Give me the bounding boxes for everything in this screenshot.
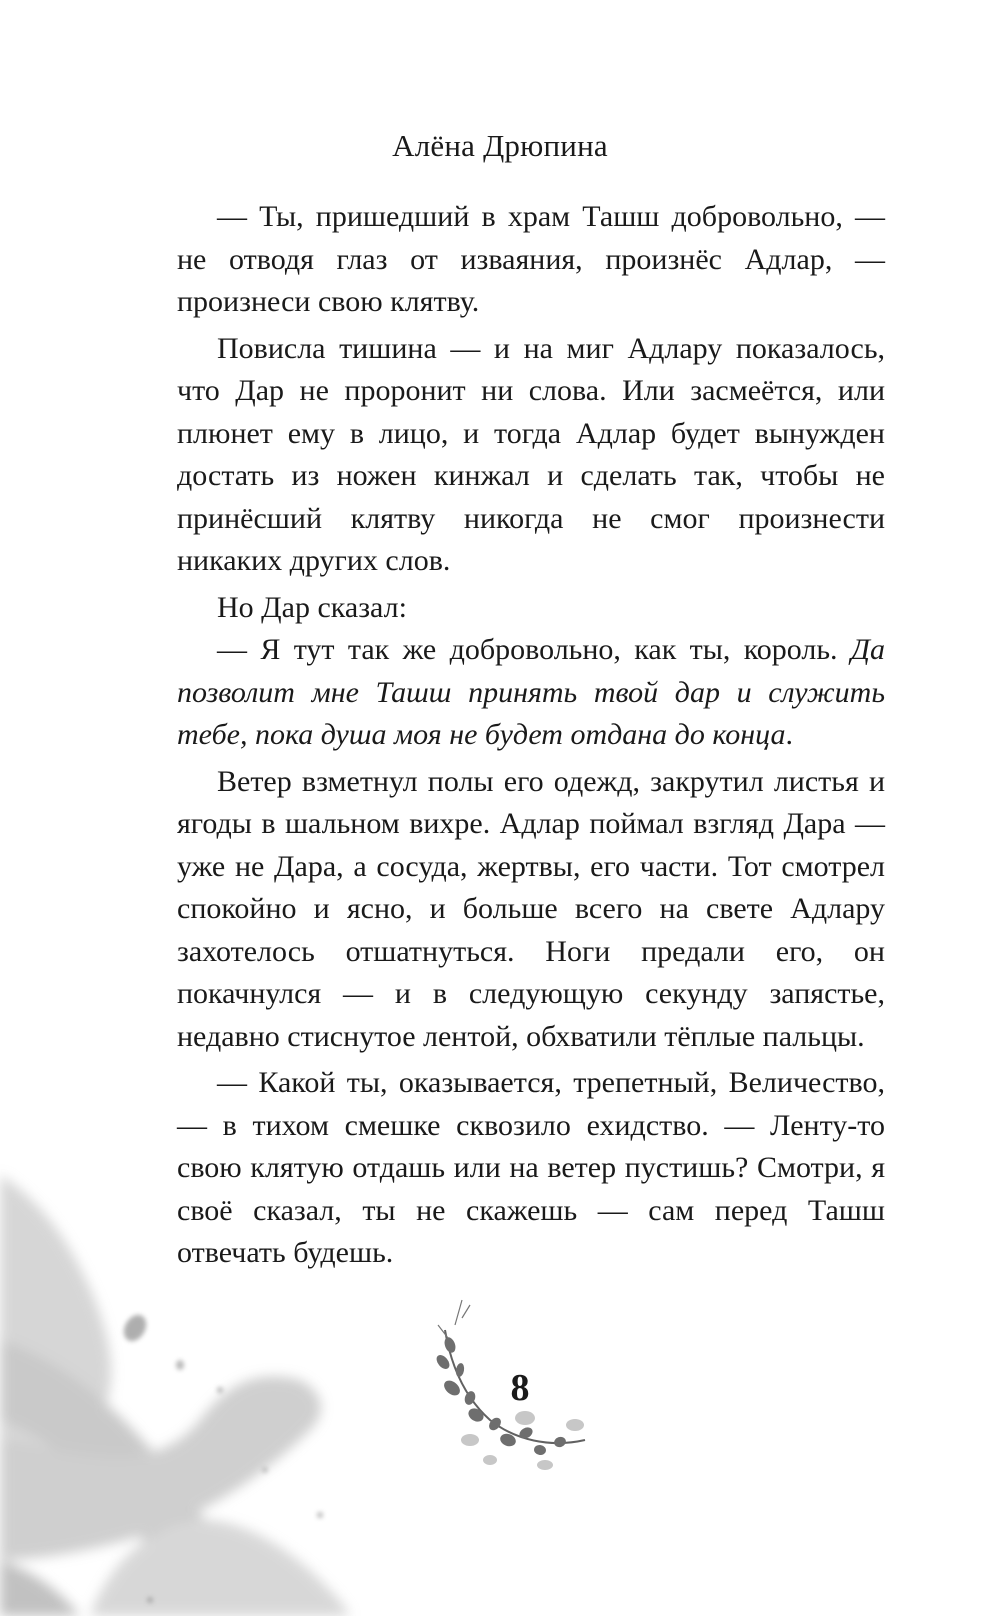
paragraph: — Ты, пришедший в храм Ташш добровольно, — не отводя глаз от изваяния, произнёс Адлар, — произнеси свою клятву. bbox=[177, 200, 885, 318]
sentence-period: . bbox=[785, 718, 793, 751]
running-header-author: Алёна Дрюпина bbox=[392, 128, 608, 163]
paragraph: — Какой ты, оказывается, трепетный, Величество, — в тихом смешке сквозило ехидство. — Ленту-то свою клятую отдашь или на ветер пустишь? Смотри, я своё сказал, ты не скажешь — сам перед Ташш отвечать будешь. bbox=[177, 1066, 885, 1269]
paragraph: Но Дар сказал: bbox=[217, 590, 407, 624]
paragraph: Ветер взметнул полы его одежд, закрутил листья и ягоды в шальном вихре. Адлар поймал взгляд Дара — уже не Дара, а сосуда, жертвы, его части. Тот смотрел спокойно и ясно, и больше всего на свете Адлару захотелось отшатнуться. Ноги предали его, он покачнулся — и в следующую секунду запястье, недавно стиснутое лентой, обхватили тёплые пальцы. bbox=[177, 764, 885, 1053]
dialogue-text: — Я тут так же добровольно, как ты, король. bbox=[217, 633, 851, 666]
oath-italic-text: Да позволит мне Ташш принять твой дар и служить тебе, пока душа моя не будет отдана до конца bbox=[177, 633, 885, 751]
page-number: 8 bbox=[510, 1367, 530, 1409]
body-text bbox=[177, 196, 885, 1275]
paragraph-dialogue bbox=[177, 629, 885, 757]
paragraph: Повисла тишина — и на миг Адлару показалось, что Дар не проронит ни слова. Или засмеётся, или плюнет ему в лицо, и тогда Адлар будет вынужден достать из ножен кинжал и сделать так, чтобы не принёсший клятву никогда не смог произнести никаких других слов. bbox=[177, 331, 885, 577]
